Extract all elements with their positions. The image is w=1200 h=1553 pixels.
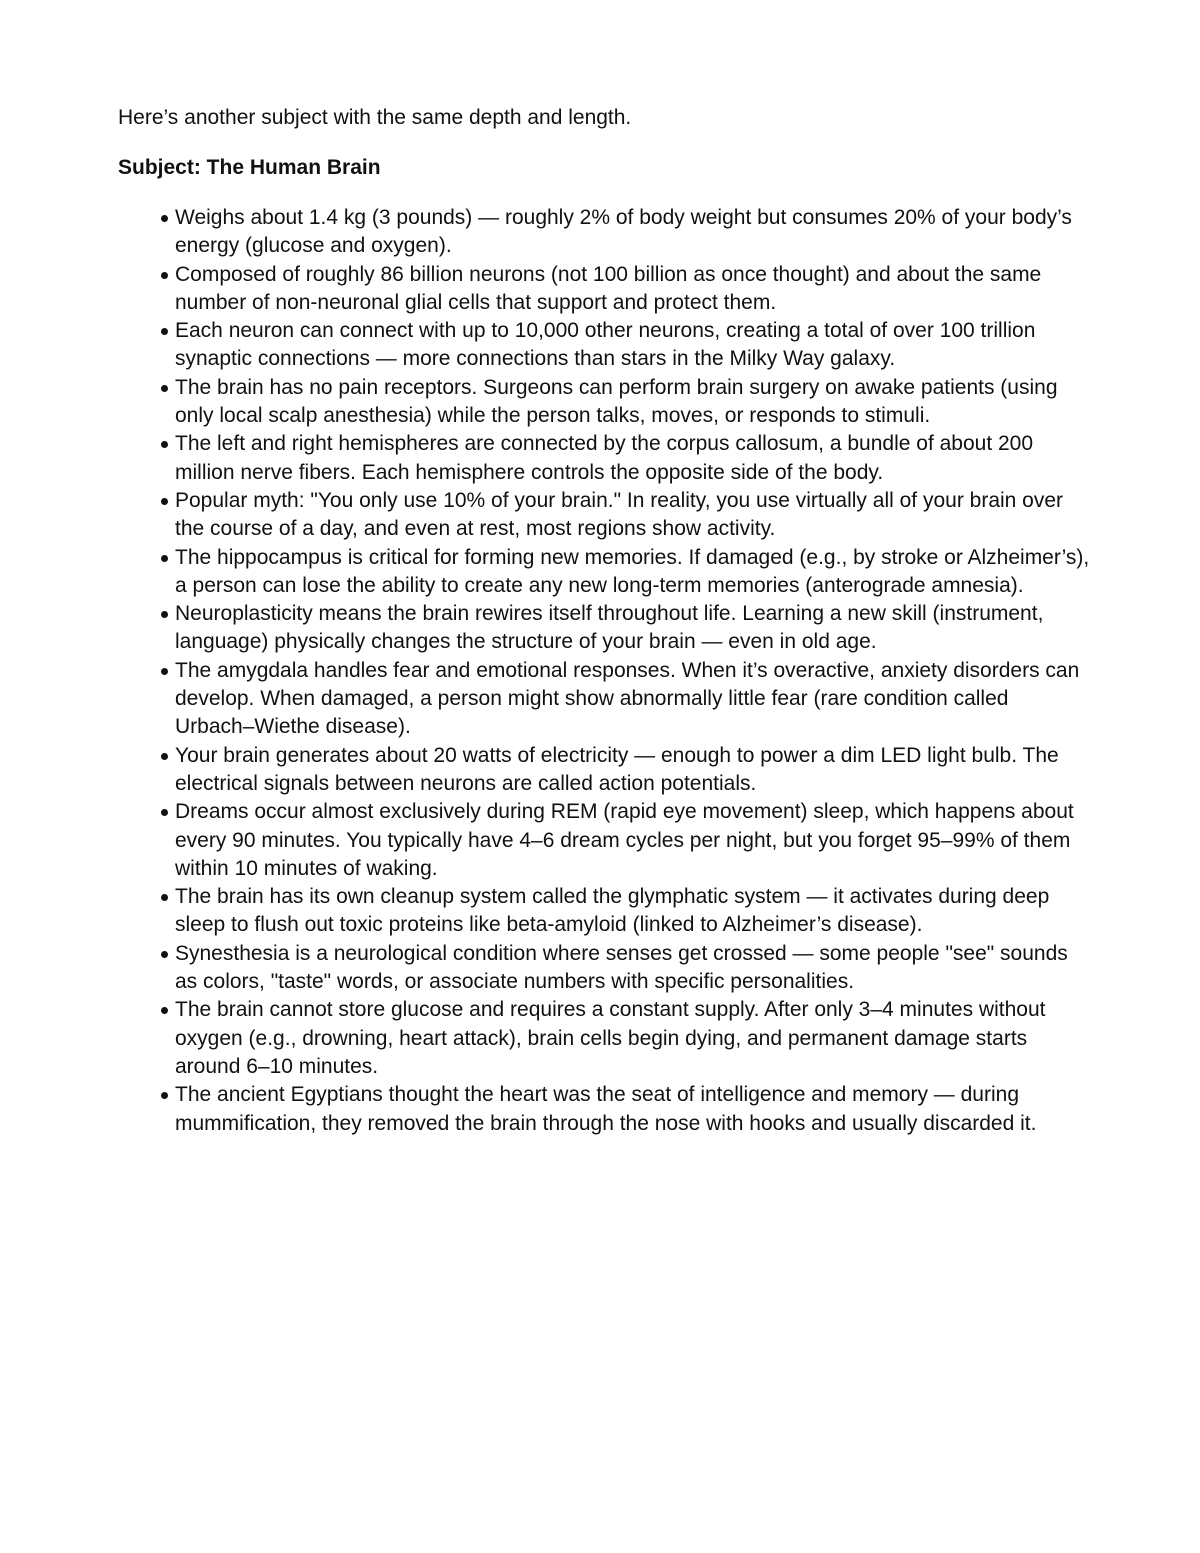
bullet-icon (161, 328, 168, 335)
intro-text: Here’s another subject with the same depth and length. (118, 106, 632, 129)
bullet-icon (161, 385, 168, 392)
fact-text: Weighs about 1.4 kg (3 pounds) — roughly 2% of body weight but consumes 20% of your body’s energy (glucose and oxygen). (175, 206, 1072, 258)
fact-text: Synesthesia is a neurological condition where senses get crossed — some people "see" sounds as colors, "taste" words, or associate numbers with specific personalities. (175, 941, 1068, 994)
list-item (118, 798, 1093, 883)
list-item (118, 742, 1093, 799)
bullet-icon (161, 894, 168, 901)
list-item (118, 317, 1093, 374)
fact-text: Neuroplasticity means the brain rewires itself throughout life. Learning a new skill (instrument, language) physically changes the structure of your brain — even in old age. (175, 602, 1044, 654)
list-item (118, 261, 1093, 318)
list-item (118, 487, 1093, 544)
fact-text: Dreams occur almost exclusively during REM (rapid eye movement) sleep, which happens about every 90 minutes. You typically have 4–6 dream cycles per night, but you forget 95–99% of them within 10 minutes of waking. (175, 800, 1074, 880)
fact-text: The brain has its own cleanup system called the glymphatic system — it activates during deep sleep to flush out toxic proteins like beta-amyloid (linked to Alzheimer’s disease). (175, 885, 1050, 937)
bullet-icon (161, 668, 168, 675)
facts-list (118, 204, 1093, 1138)
bullet-icon (161, 809, 168, 816)
bullet-icon (161, 555, 168, 562)
fact-text: The ancient Egyptians thought the heart was the seat of intelligence and memory — during mummification, they removed the brain through the nose with hooks and usually discarded it. (175, 1083, 1037, 1135)
bullet-icon (161, 1092, 168, 1099)
list-item (118, 600, 1093, 657)
list-item (118, 204, 1093, 261)
list-item (118, 374, 1093, 431)
bullet-icon (161, 1007, 168, 1014)
list-item (118, 657, 1093, 742)
list-item (118, 996, 1093, 1081)
fact-text: The brain has no pain receptors. Surgeons can perform brain surgery on awake patients (using only local scalp anesthesia) while the person talks, moves, or responds to stimuli. (175, 375, 1058, 428)
fact-text: Your brain generates about 20 watts of electricity — enough to power a dim LED light bulb. The electrical signals between neurons are called action potentials. (175, 743, 1059, 795)
subject-heading: Subject: The Human Brain (118, 156, 381, 179)
bullet-icon (161, 498, 168, 505)
list-item (118, 940, 1093, 997)
fact-text: The left and right hemispheres are connected by the corpus callosum, a bundle of about 200 million nerve fibers. Each hemisphere controls the opposite side of the body. (175, 432, 1034, 484)
bullet-icon (161, 951, 168, 958)
fact-text: The hippocampus is critical for forming new memories. If damaged (e.g., by stroke or Alzheimer’s), a person can lose the ability to create any new long-term memories (anterograde amnesia). (175, 545, 1090, 597)
list-item (118, 883, 1093, 940)
document-body (118, 104, 1093, 1138)
fact-text: Composed of roughly 86 billion neurons (not 100 billion as once thought) and about the same number of non-neuronal glial cells that support and protect them. (175, 262, 1042, 314)
fact-text: The brain cannot store glucose and requires a constant supply. After only 3–4 minutes without oxygen (e.g., drowning, heart attack), brain cells begin dying, and permanent damage starts around 6–10 minutes. (175, 998, 1046, 1078)
list-item (118, 430, 1093, 487)
list-item (118, 544, 1093, 601)
fact-text: The amygdala handles fear and emotional responses. When it’s overactive, anxiety disorders can develop. When damaged, a person might show abnormally little fear (rare condition called Urbach–Wiethe disease). (175, 658, 1080, 739)
bullet-icon (161, 753, 168, 760)
bullet-icon (161, 272, 168, 279)
bullet-icon (161, 215, 168, 222)
list-item (118, 1081, 1093, 1138)
bullet-icon (161, 441, 168, 448)
fact-text: Each neuron can connect with up to 10,000 other neurons, creating a total of over 100 trillion synaptic connections — more connections than stars in the Milky Way galaxy. (175, 319, 1036, 371)
bullet-icon (161, 611, 168, 618)
fact-text: Popular myth: "You only use 10% of your brain." In reality, you use virtually all of your brain over the course of a day, and even at rest, most regions show activity. (175, 488, 1064, 541)
